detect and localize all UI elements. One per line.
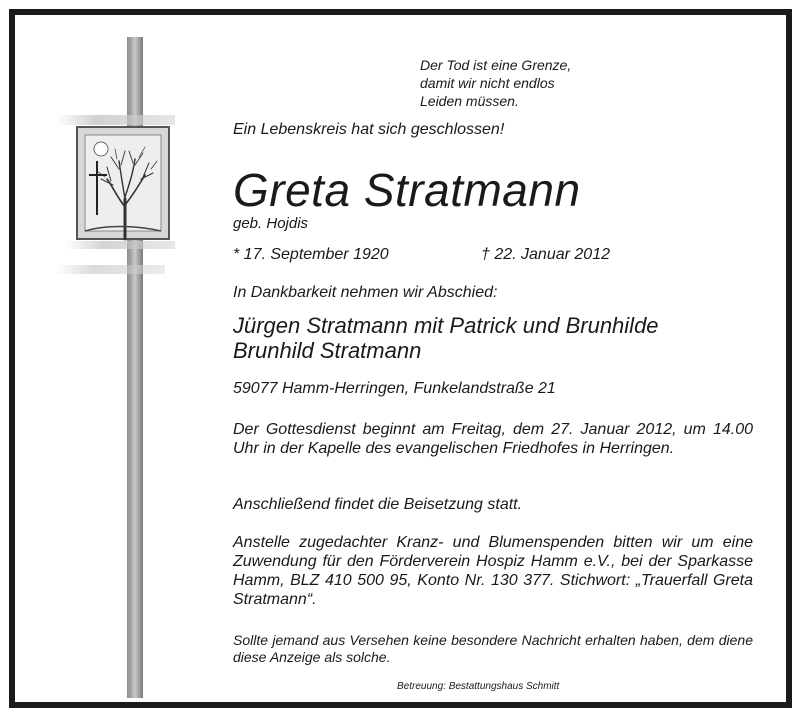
- motto-line: Leiden müssen.: [420, 93, 519, 109]
- farewell-line: In Dankbarkeit nehmen wir Abschied:: [233, 284, 498, 301]
- motto-line: damit wir nicht endlos: [420, 75, 555, 91]
- undertaker-credit: Betreuung: Bestattungshaus Schmitt: [397, 681, 560, 692]
- service-info: Der Gottesdienst beginnt am Freitag, dem 27. Januar 2012, um 14.00 Uhr in der Kapelle des evangelischen Friedhofes in Herringen.: [233, 421, 753, 457]
- obituary-frame: [9, 9, 792, 708]
- burial-info: Anschließend findet die Beisetzung statt.: [233, 496, 523, 513]
- intro-line: Ein Lebenskreis hat sich geschlossen!: [233, 121, 505, 138]
- deceased-name: Greta Stratmann: [233, 164, 581, 216]
- motto: [420, 56, 571, 110]
- death-date: † 22. Januar 2012: [481, 246, 610, 263]
- mourner-line: Jürgen Stratmann mit Patrick und Brunhilde: [233, 313, 659, 338]
- birth-date: * 17. September 1920: [233, 246, 389, 263]
- mourners: [233, 313, 659, 363]
- donation-request: Anstelle zugedachter Kranz- und Blumenspenden bitten wir um eine Zuwendung für den Förderverein Hospiz Hamm e.V., bei der Sparkasse Hamm, BLZ 410 500 95, Konto Nr. 130 377. Stichwort: „Trauerfall Greta Stratmann“.: [233, 534, 753, 608]
- address: 59077 Hamm-Herringen, Funkelandstraße 21: [233, 380, 556, 397]
- birth-name: geb. Hojdis: [233, 215, 309, 232]
- notice: Sollte jemand aus Versehen keine besondere Nachricht erhalten haben, dem diene diese Anzeige als solche.: [233, 632, 753, 665]
- motto-line: Der Tod ist eine Grenze,: [420, 57, 572, 73]
- tree-cross-illustration: [55, 29, 175, 698]
- mourner-line: Brunhild Stratmann: [233, 338, 422, 363]
